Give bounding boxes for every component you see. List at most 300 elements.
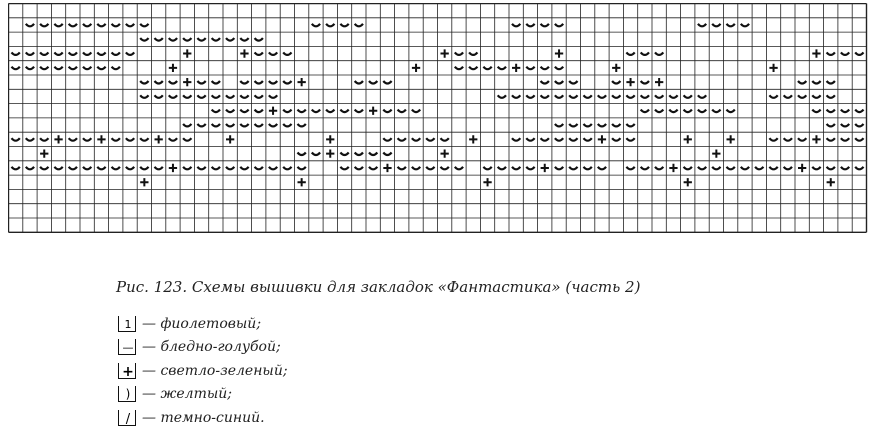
stitch-plus — [183, 49, 191, 57]
stitch-arc — [12, 52, 20, 55]
stitch-plus — [269, 107, 277, 115]
stitch-arc — [383, 153, 391, 156]
stitch-arc — [355, 110, 363, 113]
stitch-arc — [698, 95, 706, 98]
stitch-arc — [541, 24, 549, 27]
stitch-arc — [183, 138, 191, 141]
stitch-arc — [483, 67, 491, 70]
stitch-arc — [340, 24, 348, 27]
stitch-arc — [569, 124, 577, 127]
stitch-arc — [555, 67, 563, 70]
stitch-arc — [140, 24, 148, 27]
stitch-arc — [612, 124, 620, 127]
stitch-arc — [626, 95, 634, 98]
stitch-plus — [383, 164, 391, 172]
stitch-arc — [212, 110, 220, 113]
stitch-plus — [183, 78, 191, 86]
stitch-arc — [26, 167, 34, 170]
stitch-plus — [40, 150, 48, 158]
stitch-arc — [183, 167, 191, 170]
stitch-arc — [741, 24, 749, 27]
stitch-arc — [626, 167, 634, 170]
stitch-arc — [212, 167, 220, 170]
swatch-dark-blue — [118, 410, 136, 426]
stitch-plus — [612, 64, 620, 72]
stitch-arc — [684, 167, 692, 170]
stitch-arc — [641, 81, 649, 84]
stitch-arc — [83, 52, 91, 55]
stitch-arc — [483, 167, 491, 170]
stitch-arc — [669, 110, 677, 113]
stitch-arc — [555, 124, 563, 127]
legend — [118, 312, 288, 430]
stitch-plus — [469, 135, 477, 143]
legend-label-violet: — фиолетовый; — [142, 315, 262, 332]
stitch-arc — [812, 95, 820, 98]
stitch-arc — [197, 81, 205, 84]
stitch-arc — [140, 167, 148, 170]
stitch-arc — [641, 95, 649, 98]
stitch-arc — [40, 138, 48, 141]
legend-label-light-green: — светло-зеленый; — [142, 362, 288, 379]
legend-item-yellow — [118, 383, 288, 407]
stitch-arc — [526, 67, 534, 70]
stitch-arc — [569, 95, 577, 98]
stitch-arc — [283, 110, 291, 113]
stitch-arc — [727, 110, 735, 113]
stitch-plus — [169, 164, 177, 172]
stitch-arc — [412, 138, 420, 141]
stitch-arc — [240, 167, 248, 170]
stitch-arc — [827, 95, 835, 98]
stitch-plus — [684, 178, 692, 186]
stitch-arc — [69, 167, 77, 170]
stitch-arc — [226, 124, 234, 127]
stitch-arc — [569, 138, 577, 141]
stitch-arc — [555, 95, 563, 98]
swatch-yellow — [118, 386, 136, 402]
legend-label-dark-blue: — темно-синий. — [142, 409, 265, 426]
stitch-arc — [598, 124, 606, 127]
stitch-arc — [584, 138, 592, 141]
stitch-arc — [512, 24, 520, 27]
stitch-arc — [684, 95, 692, 98]
stitch-arc — [784, 138, 792, 141]
stitch-arc — [712, 167, 720, 170]
stitch-arc — [412, 167, 420, 170]
symbol-dash: — — [122, 341, 134, 355]
stitch-arc — [769, 95, 777, 98]
stitch-arc — [727, 24, 735, 27]
stitch-arc — [240, 95, 248, 98]
stitch-arc — [398, 167, 406, 170]
stitch-arc — [240, 124, 248, 127]
stitch-arc — [312, 153, 320, 156]
stitch-arc — [340, 153, 348, 156]
stitch-arc — [555, 167, 563, 170]
stitch-arc — [12, 138, 20, 141]
stitch-arc — [827, 138, 835, 141]
stitch-arc — [512, 138, 520, 141]
stitch-arc — [827, 167, 835, 170]
stitch-arc — [841, 138, 849, 141]
stitch-arc — [455, 67, 463, 70]
stitch-arc — [655, 167, 663, 170]
stitch-arc — [383, 81, 391, 84]
stitch-arc — [769, 167, 777, 170]
stitch-plus — [369, 107, 377, 115]
stitch-arc — [197, 124, 205, 127]
stitch-arc — [355, 153, 363, 156]
stitch-arc — [855, 124, 863, 127]
stitch-arc — [312, 110, 320, 113]
stitch-arc — [83, 67, 91, 70]
stitch-arc — [255, 52, 263, 55]
stitch-plus — [598, 135, 606, 143]
stitch-arc — [83, 24, 91, 27]
stitch-arc — [40, 167, 48, 170]
stitch-arc — [169, 38, 177, 41]
stitch-arc — [526, 167, 534, 170]
stitch-arc — [655, 95, 663, 98]
stitch-arc — [340, 167, 348, 170]
stitch-arc — [226, 38, 234, 41]
stitch-arc — [283, 124, 291, 127]
stitch-arc — [526, 138, 534, 141]
stitch-arc — [841, 124, 849, 127]
stitch-arc — [855, 167, 863, 170]
stitch-arc — [612, 95, 620, 98]
symbol-paren: ) — [125, 387, 131, 402]
stitch-arc — [383, 110, 391, 113]
legend-item-light-green — [118, 359, 288, 383]
stitch-arc — [383, 138, 391, 141]
stitch-arc — [212, 124, 220, 127]
stitch-arc — [255, 124, 263, 127]
figure-caption: Рис. 123. Схемы вышивки для закладок «Фантастика» (часть 2) — [116, 278, 641, 296]
stitch-arc — [798, 138, 806, 141]
stitch-arc — [426, 167, 434, 170]
stitch-arc — [526, 95, 534, 98]
stitch-arc — [827, 81, 835, 84]
stitch-arc — [512, 167, 520, 170]
stitch-arc — [812, 167, 820, 170]
stitch-arc — [97, 24, 105, 27]
stitch-arc — [298, 167, 306, 170]
stitch-arc — [298, 153, 306, 156]
stitch-arc — [669, 95, 677, 98]
stitch-arc — [469, 67, 477, 70]
stitch-arc — [455, 167, 463, 170]
stitch-arc — [40, 52, 48, 55]
legend-label-yellow: — желтый; — [142, 386, 232, 403]
stitch-arc — [741, 167, 749, 170]
stitch-arc — [40, 24, 48, 27]
stitch-arc — [698, 110, 706, 113]
stitch-arc — [469, 52, 477, 55]
stitch-arc — [641, 110, 649, 113]
stitch-plus — [827, 178, 835, 186]
stitch-plus — [412, 64, 420, 72]
legend-item-violet — [118, 312, 288, 336]
stitch-arc — [269, 95, 277, 98]
stitch-arc — [26, 24, 34, 27]
stitch-arc — [612, 81, 620, 84]
stitch-arc — [183, 95, 191, 98]
stitch-arc — [555, 81, 563, 84]
stitch-arc — [727, 167, 735, 170]
stitch-arc — [584, 95, 592, 98]
stitch-arc — [827, 110, 835, 113]
stitch-arc — [841, 52, 849, 55]
stitch-arc — [712, 24, 720, 27]
stitch-arc — [112, 24, 120, 27]
stitch-arc — [169, 81, 177, 84]
stitch-arc — [641, 167, 649, 170]
stitch-plus — [140, 178, 148, 186]
stitch-arc — [784, 167, 792, 170]
stitch-arc — [698, 24, 706, 27]
stitch-arc — [398, 138, 406, 141]
stitch-arc — [155, 81, 163, 84]
stitch-arc — [498, 67, 506, 70]
stitch-arc — [83, 138, 91, 141]
stitch-plus — [669, 164, 677, 172]
stitch-arc — [155, 167, 163, 170]
stitch-arc — [112, 138, 120, 141]
stitch-arc — [855, 52, 863, 55]
stitch-arc — [269, 81, 277, 84]
stitch-arc — [212, 81, 220, 84]
stitch-arc — [54, 167, 62, 170]
stitch-arc — [355, 167, 363, 170]
stitch-arc — [641, 52, 649, 55]
stitch-plus — [626, 78, 634, 86]
stitch-arc — [269, 124, 277, 127]
stitch-arc — [812, 110, 820, 113]
stitch-arc — [183, 124, 191, 127]
stitch-arc — [255, 167, 263, 170]
stitch-plus — [812, 49, 820, 57]
stitch-arc — [283, 81, 291, 84]
stitch-arc — [541, 67, 549, 70]
stitch-arc — [126, 138, 134, 141]
stitch-arc — [54, 67, 62, 70]
stitch-plus — [441, 49, 449, 57]
stitch-arc — [83, 167, 91, 170]
stitch-plus — [798, 164, 806, 172]
stitch-arc — [155, 38, 163, 41]
stitch-arc — [598, 95, 606, 98]
stitch-arc — [140, 95, 148, 98]
stitch-arc — [169, 95, 177, 98]
stitch-arc — [255, 38, 263, 41]
stitch-arc — [140, 38, 148, 41]
swatch-light-green — [118, 363, 136, 379]
stitch-arc — [226, 95, 234, 98]
stitch-arc — [412, 110, 420, 113]
stitch-arc — [283, 52, 291, 55]
stitch-arc — [684, 110, 692, 113]
stitch-arc — [240, 38, 248, 41]
stitch-arc — [769, 138, 777, 141]
stitch-arc — [212, 95, 220, 98]
stitch-arc — [784, 95, 792, 98]
stitch-plus — [712, 150, 720, 158]
stitch-plus — [155, 135, 163, 143]
stitch-plus — [240, 49, 248, 57]
stitch-arc — [841, 110, 849, 113]
stitch-plus — [512, 64, 520, 72]
stitch-arc — [369, 81, 377, 84]
stitch-arc — [69, 52, 77, 55]
symbol-slash: / — [125, 411, 131, 426]
embroidery-chart — [8, 3, 868, 234]
stitch-arc — [69, 67, 77, 70]
stitch-arc — [97, 167, 105, 170]
stitch-arc — [855, 138, 863, 141]
stitch-arc — [54, 52, 62, 55]
stitch-arc — [398, 110, 406, 113]
stitch-arc — [555, 138, 563, 141]
stitch-arc — [240, 110, 248, 113]
stitch-arc — [26, 67, 34, 70]
stitch-arc — [626, 138, 634, 141]
stitch-arc — [12, 167, 20, 170]
stitch-arc — [512, 95, 520, 98]
stitch-plus — [97, 135, 105, 143]
stitch-arc — [626, 52, 634, 55]
stitch-arc — [441, 138, 449, 141]
stitch-arc — [126, 52, 134, 55]
stitch-arc — [183, 38, 191, 41]
stitch-arc — [69, 24, 77, 27]
stitch-arc — [655, 52, 663, 55]
stitch-arc — [112, 67, 120, 70]
stitch-arc — [126, 24, 134, 27]
stitch-plus — [54, 135, 62, 143]
stitch-arc — [97, 67, 105, 70]
stitch-arc — [112, 52, 120, 55]
stitch-arc — [498, 167, 506, 170]
symbol-plus: + — [122, 363, 134, 379]
stitch-arc — [798, 81, 806, 84]
stitch-arc — [755, 167, 763, 170]
stitch-plus — [298, 178, 306, 186]
stitch-arc — [126, 167, 134, 170]
stitch-arc — [112, 167, 120, 170]
stitch-arc — [298, 124, 306, 127]
stitch-arc — [69, 138, 77, 141]
stitch-arc — [555, 24, 563, 27]
stitch-arc — [54, 24, 62, 27]
stitch-arc — [827, 124, 835, 127]
stitch-plus — [441, 150, 449, 158]
stitch-arc — [526, 24, 534, 27]
stitch-arc — [283, 167, 291, 170]
stitch-arc — [369, 153, 377, 156]
legend-item-pale-blue — [118, 336, 288, 360]
stitch-arc — [255, 110, 263, 113]
stitch-arc — [326, 24, 334, 27]
symbol-one: 1 — [124, 317, 132, 331]
stitch-arc — [712, 110, 720, 113]
stitch-arc — [197, 38, 205, 41]
stitch-plus — [483, 178, 491, 186]
stitch-arc — [12, 67, 20, 70]
stitch-plus — [769, 64, 777, 72]
stitch-arc — [798, 95, 806, 98]
stitch-arc — [340, 110, 348, 113]
stitch-arc — [541, 95, 549, 98]
stitch-arc — [255, 81, 263, 84]
stitch-plus — [727, 135, 735, 143]
stitch-arc — [827, 52, 835, 55]
stitch-arc — [140, 138, 148, 141]
stitch-arc — [26, 52, 34, 55]
stitch-plus — [326, 135, 334, 143]
stitch-arc — [498, 95, 506, 98]
stitch-arc — [569, 167, 577, 170]
stitch-arc — [441, 167, 449, 170]
stitch-arc — [569, 81, 577, 84]
stitch-arc — [455, 52, 463, 55]
stitch-arc — [541, 81, 549, 84]
stitch-arc — [155, 95, 163, 98]
legend-label-pale-blue: — бледно-голубой; — [142, 339, 281, 356]
stitch-arc — [612, 138, 620, 141]
stitch-arc — [97, 52, 105, 55]
stitch-arc — [855, 110, 863, 113]
stitch-arc — [298, 110, 306, 113]
stitch-arc — [841, 167, 849, 170]
stitch-arc — [626, 124, 634, 127]
stitch-arc — [698, 167, 706, 170]
legend-item-dark-blue — [118, 406, 288, 430]
stitch-arc — [355, 81, 363, 84]
stitch-plus — [555, 49, 563, 57]
stitch-plus — [655, 78, 663, 86]
stitch-arc — [269, 52, 277, 55]
swatch-violet — [118, 316, 136, 332]
stitch-arc — [226, 167, 234, 170]
stitch-arc — [169, 138, 177, 141]
stitch-plus — [541, 164, 549, 172]
stitch-plus — [226, 135, 234, 143]
stitch-arc — [140, 81, 148, 84]
stitch-arc — [197, 95, 205, 98]
stitch-arc — [40, 67, 48, 70]
stitch-arc — [212, 38, 220, 41]
stitch-arc — [226, 110, 234, 113]
swatch-pale-blue — [118, 339, 136, 355]
stitch-arc — [598, 167, 606, 170]
stitch-plus — [812, 135, 820, 143]
stitch-plus — [684, 135, 692, 143]
stitch-plus — [326, 150, 334, 158]
stitch-arc — [369, 167, 377, 170]
stitch-arc — [269, 167, 277, 170]
stitch-arc — [326, 110, 334, 113]
stitch-arc — [240, 81, 248, 84]
stitch-arc — [255, 95, 263, 98]
stitch-arc — [197, 167, 205, 170]
stitch-plus — [169, 64, 177, 72]
stitch-arc — [541, 138, 549, 141]
stitch-arc — [426, 138, 434, 141]
stitch-arc — [584, 167, 592, 170]
stitch-arc — [355, 24, 363, 27]
